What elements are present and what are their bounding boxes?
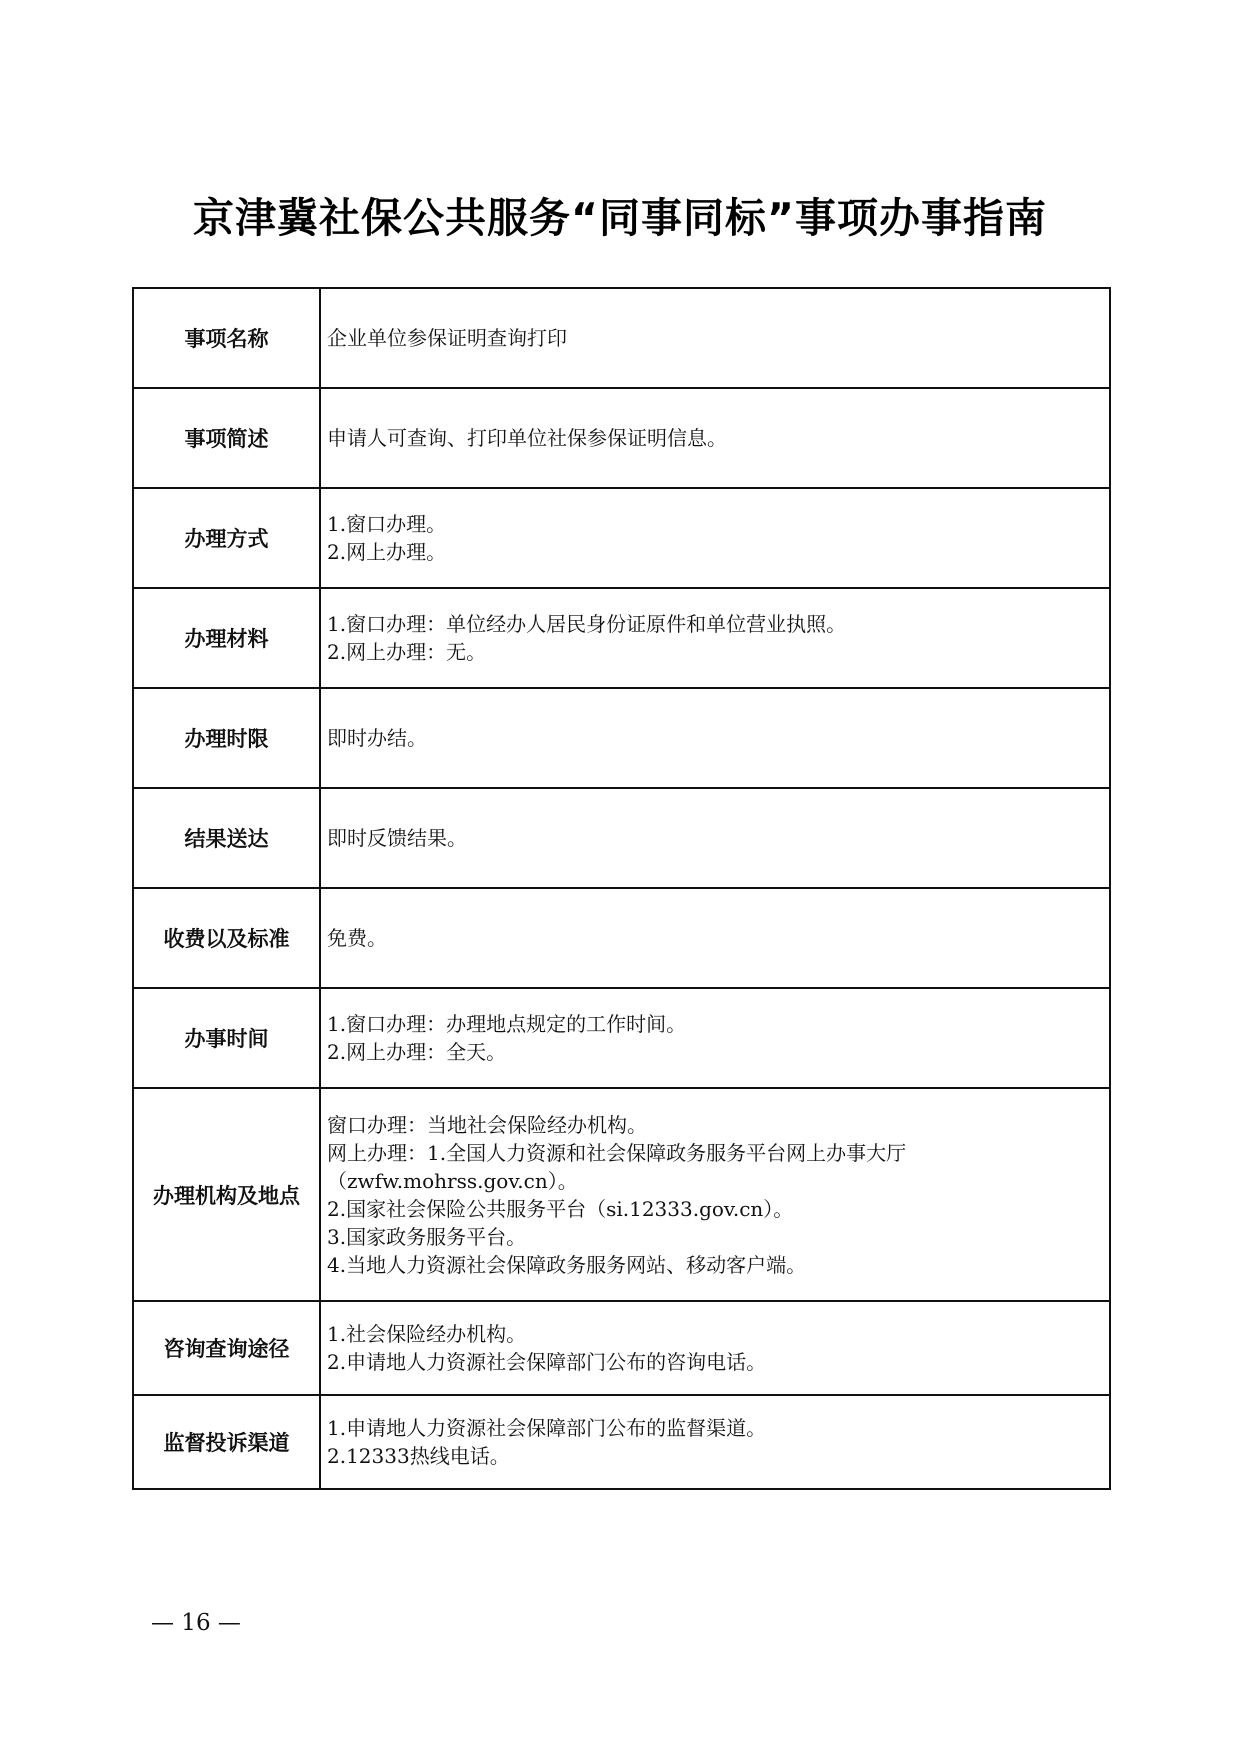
row-value (320, 888, 1110, 988)
value-line: 2.网上办理：全天。 (327, 1040, 507, 1064)
table-row (133, 1301, 1110, 1395)
table-row (133, 888, 1110, 988)
service-guide-table (132, 287, 1111, 1490)
value-line: 1.社会保险经办机构。 (327, 1322, 527, 1346)
table-row (133, 1395, 1110, 1489)
value-line: 免费。 (327, 926, 387, 950)
value-line: 3.国家政务服务平台。 (327, 1224, 527, 1249)
value-line: 网上办理：1.全国人力资源和社会保障政务服务平台网上办事大厅 (327, 1140, 907, 1165)
row-label: 办理时限 (133, 688, 320, 788)
row-value (320, 1395, 1110, 1489)
page-title: 京津冀社保公共服务“同事同标”事项办事指南 (193, 194, 1047, 242)
value-line: 即时办结。 (327, 726, 427, 750)
table-row (133, 288, 1110, 388)
row-label: 监督投诉渠道 (133, 1395, 320, 1489)
value-line: 2.国家社会保险公共服务平台（si.12333.gov.cn）。 (327, 1196, 794, 1221)
value-line: 2.12333热线电话。 (327, 1444, 510, 1468)
row-value (320, 988, 1110, 1088)
value-line: 2.网上办理：无。 (327, 640, 487, 664)
row-label: 办理材料 (133, 588, 320, 688)
row-label: 办事时间 (133, 988, 320, 1088)
row-value (320, 688, 1110, 788)
table-row (133, 788, 1110, 888)
table-row (133, 488, 1110, 588)
row-value (320, 788, 1110, 888)
row-label: 咨询查询途径 (133, 1301, 320, 1395)
row-label: 办理方式 (133, 488, 320, 588)
table-row (133, 388, 1110, 488)
value-line: （zwfw.mohrss.gov.cn）。 (327, 1168, 578, 1193)
row-label: 结果送达 (133, 788, 320, 888)
row-label: 收费以及标准 (133, 888, 320, 988)
value-line: 即时反馈结果。 (327, 826, 467, 850)
value-line: 2.申请地人力资源社会保障部门公布的咨询电话。 (327, 1350, 767, 1374)
value-line: 窗口办理：当地社会保险经办机构。 (327, 1112, 647, 1137)
row-value (320, 1301, 1110, 1395)
page-number: — 16 — (151, 1610, 241, 1636)
table-row (133, 1088, 1110, 1301)
row-value (320, 388, 1110, 488)
row-label: 事项名称 (133, 288, 320, 388)
row-value (320, 588, 1110, 688)
value-line: 企业单位参保证明查询打印 (327, 326, 567, 350)
row-label: 事项简述 (133, 388, 320, 488)
value-line: 1.窗口办理：办理地点规定的工作时间。 (327, 1012, 687, 1036)
value-line: 1.申请地人力资源社会保障部门公布的监督渠道。 (327, 1416, 767, 1440)
value-line: 1.窗口办理：单位经办人居民身份证原件和单位营业执照。 (327, 612, 847, 636)
value-line: 2.网上办理。 (327, 540, 447, 564)
table-row (133, 688, 1110, 788)
row-value (320, 288, 1110, 388)
table-row (133, 988, 1110, 1088)
value-line: 4.当地人力资源社会保障政务服务网站、移动客户端。 (327, 1252, 807, 1277)
table-row (133, 588, 1110, 688)
row-value (320, 488, 1110, 588)
row-value (320, 1088, 1110, 1301)
value-line: 申请人可查询、打印单位社保参保证明信息。 (327, 426, 727, 450)
value-line: 1.窗口办理。 (327, 512, 447, 536)
row-label: 办理机构及地点 (133, 1088, 320, 1301)
